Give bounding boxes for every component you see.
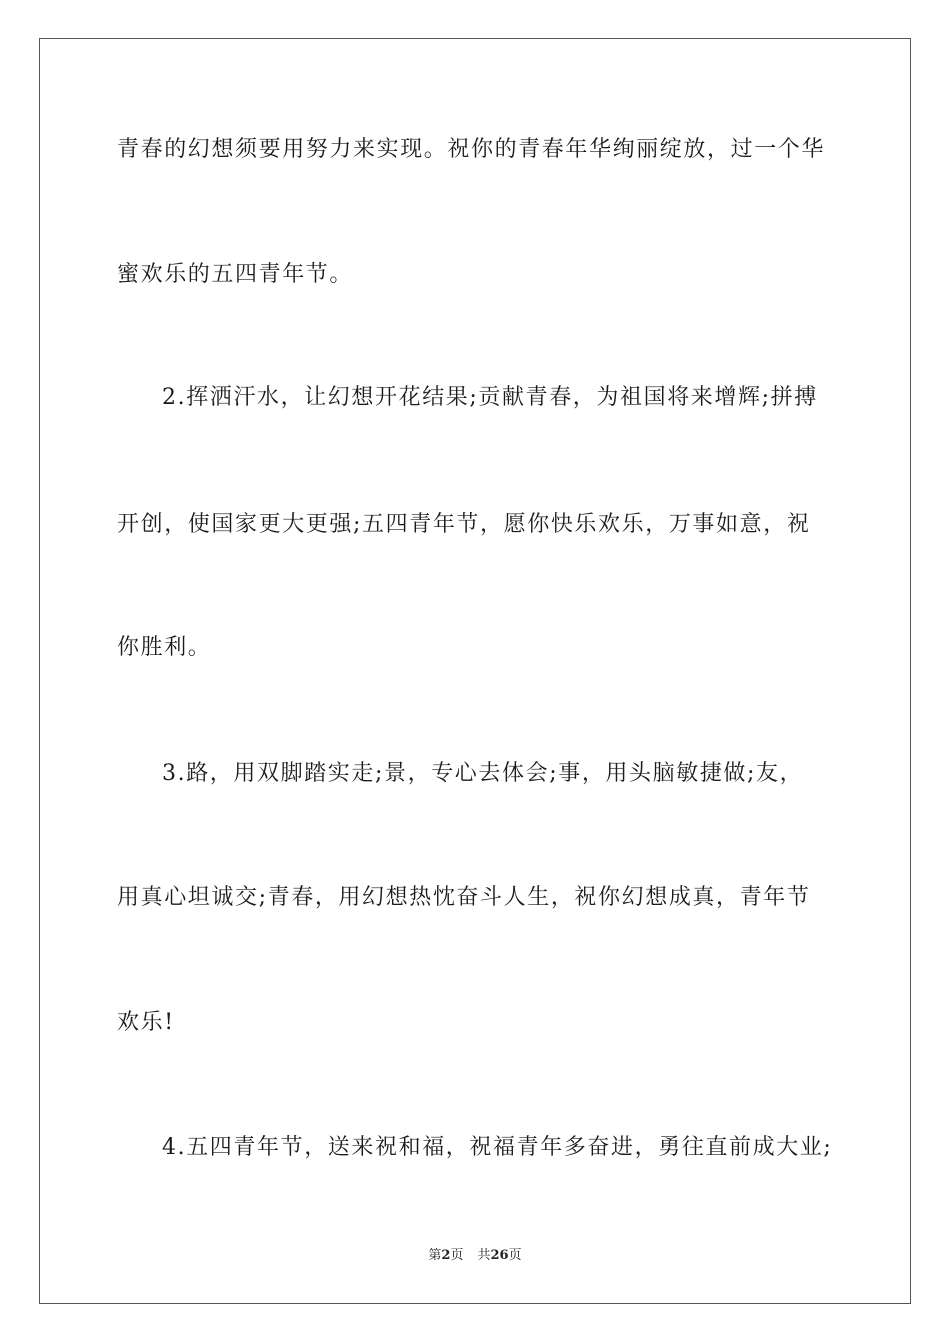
page-border <box>39 38 911 1304</box>
text-line-7: 用真心坦诚交;青春，用幻想热忱奋斗人生，祝你幻想成真，青年节 <box>117 885 811 910</box>
page-prefix: 第 <box>428 1248 442 1263</box>
current-page-number: 2 <box>441 1248 451 1263</box>
page-footer <box>0 1247 950 1265</box>
text-line-6: 3.路，用双脚踏实走;景，专心去体会;事，用头脑敏捷做;友， <box>162 761 804 786</box>
text-line-5: 你胜利。 <box>117 635 212 660</box>
text-line-9: 4.五四青年节，送来祝和福，祝福青年多奋进，勇往直前成大业; <box>162 1135 833 1160</box>
text-line-4: 开创，使国家更大更强;五四青年节，愿你快乐欢乐，万事如意，祝 <box>117 512 811 537</box>
total-suffix: 页 <box>508 1248 522 1263</box>
text-line-2: 蜜欢乐的五四青年节。 <box>117 262 354 287</box>
text-line-3: 2.挥洒汗水，让幻想开花结果;贡献青春，为祖国将来增辉;拼搏 <box>162 385 818 410</box>
text-line-8: 欢乐! <box>117 1010 175 1035</box>
page-suffix: 页 <box>450 1248 464 1263</box>
text-line-1: 青春的幻想须要用努力来实现。祝你的青春年华绚丽绽放，过一个华 <box>117 137 826 162</box>
total-prefix: 共 <box>477 1248 491 1263</box>
total-page-count: 26 <box>490 1248 509 1263</box>
